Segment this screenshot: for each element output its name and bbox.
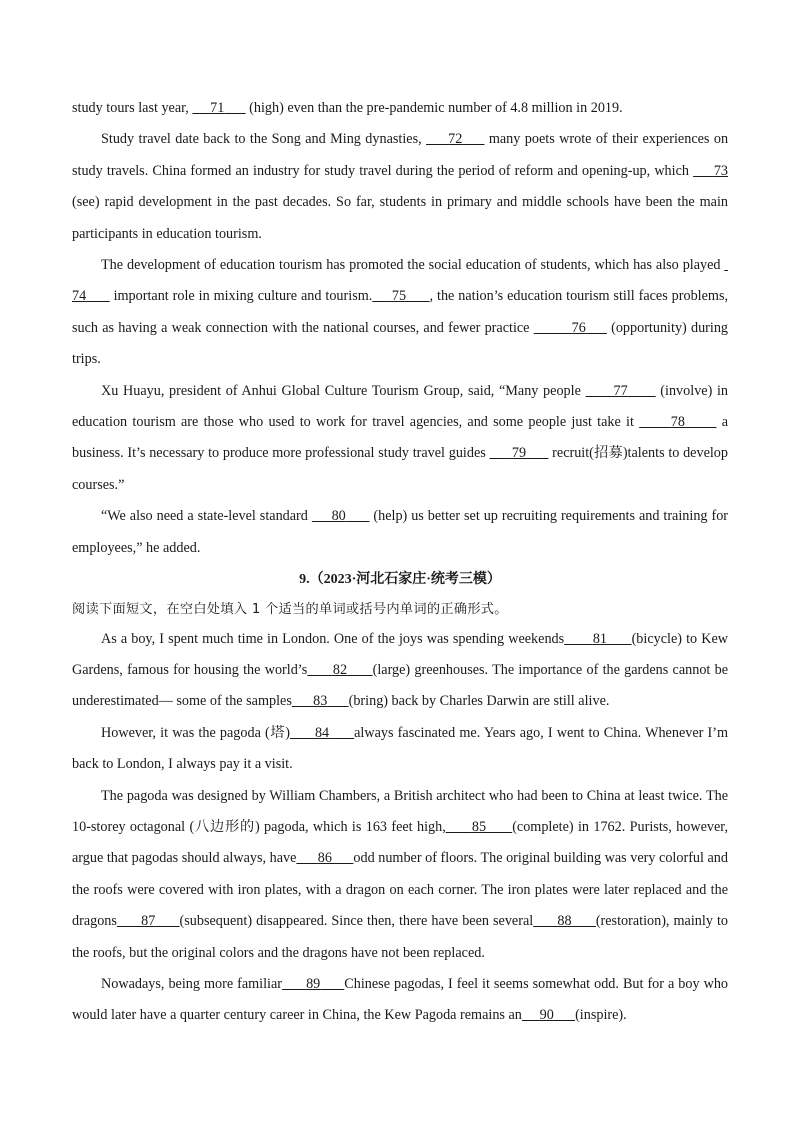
- blank-number: 86: [317, 850, 332, 867]
- answer-blank[interactable]: [639, 414, 716, 430]
- text-run: study tours last year,: [72, 100, 193, 116]
- text-run: always fascinated me. Years ago, I went to China. Whenever I’m back to London, I always pay it a visit.: [72, 724, 729, 773]
- answer-blank[interactable]: [426, 131, 484, 147]
- instructions: [72, 596, 728, 624]
- answer-blank[interactable]: [192, 100, 245, 116]
- text-run: 9.（2023·河北石家庄·统考三模）: [299, 572, 501, 588]
- answer-blank[interactable]: [522, 1007, 575, 1023]
- text-run: recruit(招募)talents to develop courses.”: [72, 445, 728, 493]
- answer-blank[interactable]: [490, 445, 549, 461]
- text-run: (opportunity) during trips.: [72, 319, 729, 368]
- answer-blank[interactable]: [292, 693, 349, 709]
- answer-blank[interactable]: [312, 508, 370, 524]
- blank-number: 87: [141, 913, 156, 930]
- blank-number: 90: [539, 1007, 554, 1024]
- text-run: a business. It’s necessary to produce more professional study travel guides: [72, 414, 729, 462]
- text-run: 阅读下面短文，在空白处填入 1 个适当的单词或括号内单词的正确形式。: [72, 601, 508, 617]
- text-run: Chinese pagodas, I feel it seems somewhat odd. But for a boy who would later have a quarter century career in China, the Kew Pagoda remains an: [72, 975, 729, 1024]
- blank-number: 79: [511, 445, 527, 462]
- answer-blank[interactable]: [446, 819, 512, 835]
- paragraph: [72, 124, 728, 250]
- blank-number: 77: [613, 382, 628, 399]
- blank-number: 76: [571, 319, 586, 336]
- answer-blank[interactable]: [586, 383, 656, 399]
- answer-blank[interactable]: [534, 320, 607, 336]
- text-run: As a boy, I spent much time in London. One of the joys was spending weekends: [101, 630, 565, 647]
- paragraph: [72, 781, 728, 969]
- text-run: (bicycle) to Kew Gardens, famous for housing the world’s: [72, 630, 728, 678]
- blank-number: 71: [210, 100, 225, 116]
- section-title: [72, 564, 728, 595]
- blank-number: 80: [331, 508, 346, 525]
- answer-blank[interactable]: [564, 631, 631, 647]
- answer-blank[interactable]: [290, 725, 354, 741]
- blank-number: 82: [332, 661, 348, 678]
- text-run: (inspire).: [575, 1007, 627, 1024]
- answer-blank[interactable]: [724, 257, 728, 273]
- text-run: (large) greenhouses. The importance of the gardens cannot be underestimated— some of the samples: [72, 661, 729, 710]
- paragraph: [72, 969, 728, 1032]
- text-run: Nowadays, being more familiar: [101, 975, 283, 992]
- paragraph: [72, 250, 728, 376]
- blank-number: 85: [471, 818, 487, 835]
- blank-number: 81: [592, 630, 608, 647]
- text-run: “We also need a state-level standard: [101, 508, 312, 525]
- blank-number: 72: [448, 131, 463, 148]
- text-run: Xu Huayu, president of Anhui Global Culture Tourism Group, said, “Many people: [101, 382, 586, 399]
- answer-blank[interactable]: [533, 913, 596, 929]
- text-run: (restoration), mainly to the roofs, but the original colors and the dragons have not been replaced.: [72, 913, 728, 961]
- text-run: The pagoda was designed by William Chambers, a British architect who had been to China at least twice. The 10-storey octagonal (八边形的) pagoda, which is 163 feet high,: [72, 787, 728, 835]
- answer-blank[interactable]: [282, 976, 344, 992]
- blank-number: 74: [72, 288, 87, 305]
- blank-number: 78: [670, 414, 685, 431]
- text-run: However, it was the pagoda (塔): [101, 724, 290, 741]
- text-run: odd number of floors. The original building was very colorful and the roofs were covered with iron plates, with a dragon on each corner. The iron plates were later replaced and the dragons: [72, 850, 728, 930]
- answer-blank[interactable]: [693, 163, 728, 179]
- text-run: The development of education tourism has promoted the social education of students, which has also played: [101, 257, 725, 274]
- text-run: (subsequent) disappeared. Since then, there have been several: [179, 913, 534, 930]
- text-run: (involve) in education tourism are those who used to work for travel agencies, and some people just take it: [72, 382, 728, 431]
- text-run: many poets wrote of their experiences on study travels. China formed an industry for study travel during the period of reform and opening-up, which: [72, 131, 729, 179]
- answer-blank[interactable]: [117, 913, 180, 929]
- blank-number: 89: [306, 975, 321, 992]
- blank-number: 75: [391, 288, 407, 305]
- blank-number: 73: [713, 162, 728, 179]
- document-body: [72, 93, 728, 1032]
- text-run: , the nation’s education tourism still faces problems, such as having a weak connection with the national courses, and fewer practice: [72, 288, 729, 336]
- paragraph: [72, 624, 728, 718]
- paragraph: [72, 93, 728, 124]
- text-run: (help) us better set up recruiting requirements and training for employees,” he added.: [72, 508, 729, 556]
- blank-number: 84: [314, 724, 330, 741]
- answer-blank[interactable]: [296, 850, 353, 866]
- paragraph: [72, 501, 728, 564]
- text-run: (bring) back by Charles Darwin are still alive.: [348, 693, 610, 710]
- paragraph: [72, 718, 728, 781]
- text-run: Study travel date back to the Song and Ming dynasties,: [101, 131, 427, 148]
- answer-blank[interactable]: [372, 288, 429, 304]
- text-run: (complete) in 1762. Purists, however, argue that pagodas should always, have: [72, 818, 729, 867]
- answer-blank[interactable]: [72, 288, 110, 304]
- blank-number: 83: [313, 693, 328, 710]
- text-run: important role in mixing culture and tourism.: [109, 288, 373, 305]
- blank-number: 88: [557, 913, 572, 930]
- text-run: (high) even than the pre-pandemic number of 4.8 million in 2019.: [245, 100, 623, 116]
- text-run: (see) rapid development in the past decades. So far, students in primary and middle schools have been the main participants in education tourism.: [72, 194, 728, 242]
- answer-blank[interactable]: [307, 662, 372, 678]
- paragraph: [72, 376, 728, 502]
